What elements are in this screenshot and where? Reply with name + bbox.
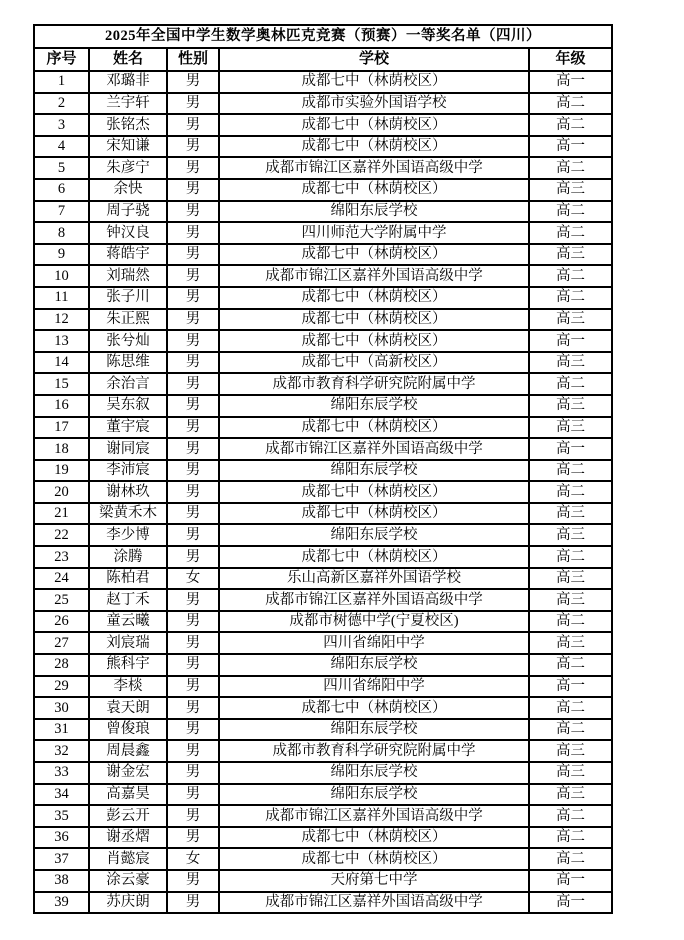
name-cell: 钟汉良 [89, 222, 167, 244]
name-cell: 宋知谦 [89, 136, 167, 158]
grade-cell: 高二 [529, 287, 612, 309]
table-row [34, 719, 612, 741]
gender-cell: 男 [167, 417, 219, 439]
grade-cell: 高二 [529, 805, 612, 827]
gender-cell: 男 [167, 719, 219, 741]
table-row [34, 179, 612, 201]
name-cell: 周晨鑫 [89, 740, 167, 762]
grade-cell: 高二 [529, 201, 612, 223]
table-row [34, 157, 612, 179]
school-cell: 成都七中（林荫校区） [219, 848, 529, 870]
table-row [34, 222, 612, 244]
gender-cell: 男 [167, 697, 219, 719]
table-row [34, 546, 612, 568]
gender-cell: 男 [167, 157, 219, 179]
school-cell: 成都市实验外国语学校 [219, 93, 529, 115]
table-row [34, 827, 612, 849]
table-row [34, 287, 612, 309]
grade-cell: 高二 [529, 848, 612, 870]
table-row [34, 438, 612, 460]
serial-cell: 16 [34, 395, 89, 417]
table-row [34, 870, 612, 892]
gender-cell: 男 [167, 460, 219, 482]
gender-cell: 男 [167, 784, 219, 806]
gender-cell: 男 [167, 438, 219, 460]
table-row [34, 676, 612, 698]
serial-cell: 18 [34, 438, 89, 460]
table-row [34, 632, 612, 654]
name-cell: 李棪 [89, 676, 167, 698]
school-cell: 成都七中（林荫校区） [219, 287, 529, 309]
table-row [34, 244, 612, 266]
table-row [34, 460, 612, 482]
gender-cell: 男 [167, 222, 219, 244]
serial-cell: 21 [34, 503, 89, 525]
school-cell: 成都七中（林荫校区） [219, 244, 529, 266]
name-cell: 谢林玖 [89, 481, 167, 503]
serial-cell: 22 [34, 524, 89, 546]
gender-cell: 女 [167, 568, 219, 590]
gender-cell: 男 [167, 892, 219, 914]
name-cell: 兰宇轩 [89, 93, 167, 115]
grade-cell: 高一 [529, 870, 612, 892]
school-cell: 成都市锦江区嘉祥外国语高级中学 [219, 157, 529, 179]
serial-cell: 10 [34, 265, 89, 287]
grade-cell: 高二 [529, 719, 612, 741]
serial-cell: 25 [34, 589, 89, 611]
grade-cell: 高三 [529, 395, 612, 417]
name-cell: 彭云开 [89, 805, 167, 827]
name-cell: 李少博 [89, 524, 167, 546]
gender-cell: 男 [167, 503, 219, 525]
school-cell: 乐山高新区嘉祥外国语学校 [219, 568, 529, 590]
gender-cell: 男 [167, 632, 219, 654]
serial-cell: 14 [34, 352, 89, 374]
table-body [34, 71, 612, 913]
gender-cell: 男 [167, 330, 219, 352]
name-cell: 涂腾 [89, 546, 167, 568]
title-row [34, 25, 612, 48]
grade-cell: 高二 [529, 611, 612, 633]
name-cell: 陈柏君 [89, 568, 167, 590]
table-row [34, 265, 612, 287]
grade-cell: 高二 [529, 827, 612, 849]
grade-cell: 高三 [529, 244, 612, 266]
table-row [34, 71, 612, 93]
school-cell: 成都市锦江区嘉祥外国语高级中学 [219, 892, 529, 914]
grade-cell: 高二 [529, 114, 612, 136]
table-row [34, 373, 612, 395]
gender-cell: 男 [167, 395, 219, 417]
serial-cell: 34 [34, 784, 89, 806]
table-row [34, 201, 612, 223]
school-cell: 绵阳东辰学校 [219, 719, 529, 741]
school-cell: 成都市树德中学(宁夏校区) [219, 611, 529, 633]
name-cell: 谢金宏 [89, 762, 167, 784]
grade-cell: 高一 [529, 136, 612, 158]
name-cell: 曾俊琅 [89, 719, 167, 741]
name-cell: 朱正熙 [89, 309, 167, 331]
school-cell: 成都七中（林荫校区） [219, 503, 529, 525]
grade-cell: 高二 [529, 481, 612, 503]
school-cell: 四川省绵阳中学 [219, 676, 529, 698]
table-row [34, 762, 612, 784]
table-row [34, 309, 612, 331]
table-row [34, 136, 612, 158]
school-cell: 成都七中（林荫校区） [219, 330, 529, 352]
school-cell: 成都市教育科学研究院附属中学 [219, 740, 529, 762]
table-row [34, 805, 612, 827]
grade-cell: 高三 [529, 589, 612, 611]
table-row [34, 784, 612, 806]
grade-cell: 高一 [529, 892, 612, 914]
name-cell: 吴东叙 [89, 395, 167, 417]
gender-cell: 男 [167, 805, 219, 827]
table-row [34, 697, 612, 719]
serial-cell: 5 [34, 157, 89, 179]
serial-cell: 13 [34, 330, 89, 352]
grade-cell: 高二 [529, 222, 612, 244]
gender-cell: 男 [167, 740, 219, 762]
serial-cell: 23 [34, 546, 89, 568]
name-cell: 张铭杰 [89, 114, 167, 136]
school-cell: 成都七中（林荫校区） [219, 136, 529, 158]
grade-cell: 高三 [529, 309, 612, 331]
gender-cell: 男 [167, 546, 219, 568]
table-row [34, 417, 612, 439]
school-cell: 四川师范大学附属中学 [219, 222, 529, 244]
school-cell: 成都七中（林荫校区） [219, 71, 529, 93]
school-cell: 天府第七中学 [219, 870, 529, 892]
name-cell: 李沛宸 [89, 460, 167, 482]
grade-cell: 高二 [529, 265, 612, 287]
gender-cell: 男 [167, 589, 219, 611]
school-cell: 成都七中（林荫校区） [219, 697, 529, 719]
gender-cell: 男 [167, 287, 219, 309]
serial-cell: 17 [34, 417, 89, 439]
gender-cell: 男 [167, 179, 219, 201]
table-row [34, 654, 612, 676]
name-cell: 余治言 [89, 373, 167, 395]
grade-cell: 高三 [529, 417, 612, 439]
award-list-table [33, 24, 613, 914]
grade-cell: 高一 [529, 330, 612, 352]
table-row [34, 503, 612, 525]
table-header-row [34, 48, 612, 71]
name-cell: 高嘉昊 [89, 784, 167, 806]
serial-cell: 37 [34, 848, 89, 870]
school-cell: 绵阳东辰学校 [219, 395, 529, 417]
grade-cell: 高二 [529, 697, 612, 719]
gender-cell: 男 [167, 114, 219, 136]
grade-cell: 高三 [529, 503, 612, 525]
table-row [34, 848, 612, 870]
school-cell: 成都市锦江区嘉祥外国语高级中学 [219, 805, 529, 827]
gender-cell: 男 [167, 524, 219, 546]
grade-cell: 高三 [529, 740, 612, 762]
serial-cell: 35 [34, 805, 89, 827]
serial-cell: 1 [34, 71, 89, 93]
serial-cell: 31 [34, 719, 89, 741]
grade-cell: 高二 [529, 654, 612, 676]
name-cell: 周子骁 [89, 201, 167, 223]
name-cell: 涂云豪 [89, 870, 167, 892]
gender-cell: 男 [167, 676, 219, 698]
serial-cell: 8 [34, 222, 89, 244]
serial-cell: 11 [34, 287, 89, 309]
table-row [34, 93, 612, 115]
serial-cell: 4 [34, 136, 89, 158]
serial-cell: 38 [34, 870, 89, 892]
gender-cell: 男 [167, 136, 219, 158]
name-cell: 董宇宸 [89, 417, 167, 439]
name-cell: 苏庆朗 [89, 892, 167, 914]
table-row [34, 481, 612, 503]
school-cell: 成都市锦江区嘉祥外国语高级中学 [219, 438, 529, 460]
document-title: 2025年全国中学生数学奥林匹克竞赛（预赛）一等奖名单（四川） [34, 25, 612, 48]
table-row [34, 568, 612, 590]
grade-cell: 高二 [529, 460, 612, 482]
grade-cell: 高三 [529, 568, 612, 590]
header-serial: 序号 [34, 48, 89, 71]
serial-cell: 15 [34, 373, 89, 395]
grade-cell: 高一 [529, 71, 612, 93]
table-row [34, 589, 612, 611]
name-cell: 张兮灿 [89, 330, 167, 352]
gender-cell: 男 [167, 71, 219, 93]
serial-cell: 39 [34, 892, 89, 914]
gender-cell: 男 [167, 201, 219, 223]
serial-cell: 7 [34, 201, 89, 223]
school-cell: 四川省绵阳中学 [219, 632, 529, 654]
school-cell: 成都七中（高新校区） [219, 352, 529, 374]
school-cell: 成都市教育科学研究院附属中学 [219, 373, 529, 395]
table-row [34, 395, 612, 417]
school-cell: 绵阳东辰学校 [219, 524, 529, 546]
name-cell: 蒋皓宇 [89, 244, 167, 266]
serial-cell: 12 [34, 309, 89, 331]
grade-cell: 高二 [529, 157, 612, 179]
name-cell: 朱彦宁 [89, 157, 167, 179]
serial-cell: 28 [34, 654, 89, 676]
school-cell: 成都七中（林荫校区） [219, 179, 529, 201]
gender-cell: 男 [167, 870, 219, 892]
gender-cell: 男 [167, 611, 219, 633]
school-cell: 成都市锦江区嘉祥外国语高级中学 [219, 265, 529, 287]
table-row [34, 330, 612, 352]
gender-cell: 男 [167, 244, 219, 266]
school-cell: 成都七中（林荫校区） [219, 114, 529, 136]
school-cell: 成都七中（林荫校区） [219, 481, 529, 503]
serial-cell: 2 [34, 93, 89, 115]
table-row [34, 524, 612, 546]
name-cell: 袁天朗 [89, 697, 167, 719]
header-name: 姓名 [89, 48, 167, 71]
grade-cell: 高三 [529, 352, 612, 374]
serial-cell: 19 [34, 460, 89, 482]
grade-cell: 高二 [529, 93, 612, 115]
gender-cell: 女 [167, 848, 219, 870]
header-school: 学校 [219, 48, 529, 71]
name-cell: 刘宸瑞 [89, 632, 167, 654]
gender-cell: 男 [167, 654, 219, 676]
grade-cell: 高二 [529, 546, 612, 568]
name-cell: 张子川 [89, 287, 167, 309]
gender-cell: 男 [167, 481, 219, 503]
serial-cell: 6 [34, 179, 89, 201]
serial-cell: 36 [34, 827, 89, 849]
serial-cell: 33 [34, 762, 89, 784]
gender-cell: 男 [167, 373, 219, 395]
serial-cell: 3 [34, 114, 89, 136]
school-cell: 绵阳东辰学校 [219, 460, 529, 482]
name-cell: 谢丞熠 [89, 827, 167, 849]
grade-cell: 高一 [529, 676, 612, 698]
header-gender: 性别 [167, 48, 219, 71]
school-cell: 成都七中（林荫校区） [219, 309, 529, 331]
table-row [34, 114, 612, 136]
grade-cell: 高三 [529, 524, 612, 546]
serial-cell: 26 [34, 611, 89, 633]
serial-cell: 32 [34, 740, 89, 762]
gender-cell: 男 [167, 93, 219, 115]
grade-cell: 高三 [529, 762, 612, 784]
gender-cell: 男 [167, 827, 219, 849]
table-row [34, 611, 612, 633]
serial-cell: 20 [34, 481, 89, 503]
school-cell: 成都七中（林荫校区） [219, 827, 529, 849]
name-cell: 余快 [89, 179, 167, 201]
serial-cell: 24 [34, 568, 89, 590]
name-cell: 陈思维 [89, 352, 167, 374]
serial-cell: 9 [34, 244, 89, 266]
grade-cell: 高三 [529, 179, 612, 201]
gender-cell: 男 [167, 265, 219, 287]
gender-cell: 男 [167, 762, 219, 784]
name-cell: 赵丁禾 [89, 589, 167, 611]
school-cell: 成都七中（林荫校区） [219, 417, 529, 439]
grade-cell: 高三 [529, 632, 612, 654]
school-cell: 绵阳东辰学校 [219, 762, 529, 784]
name-cell: 刘瑞然 [89, 265, 167, 287]
name-cell: 梁黄禾木 [89, 503, 167, 525]
gender-cell: 男 [167, 352, 219, 374]
school-cell: 绵阳东辰学校 [219, 654, 529, 676]
table-row [34, 352, 612, 374]
serial-cell: 27 [34, 632, 89, 654]
table-row [34, 892, 612, 914]
grade-cell: 高一 [529, 438, 612, 460]
serial-cell: 29 [34, 676, 89, 698]
school-cell: 绵阳东辰学校 [219, 784, 529, 806]
school-cell: 成都七中（林荫校区） [219, 546, 529, 568]
school-cell: 绵阳东辰学校 [219, 201, 529, 223]
name-cell: 熊科宇 [89, 654, 167, 676]
name-cell: 谢同宸 [89, 438, 167, 460]
name-cell: 肖懿宸 [89, 848, 167, 870]
grade-cell: 高二 [529, 373, 612, 395]
header-grade: 年级 [529, 48, 612, 71]
table-row [34, 740, 612, 762]
school-cell: 成都市锦江区嘉祥外国语高级中学 [219, 589, 529, 611]
grade-cell: 高三 [529, 784, 612, 806]
gender-cell: 男 [167, 309, 219, 331]
serial-cell: 30 [34, 697, 89, 719]
name-cell: 邓璐非 [89, 71, 167, 93]
name-cell: 童云曦 [89, 611, 167, 633]
